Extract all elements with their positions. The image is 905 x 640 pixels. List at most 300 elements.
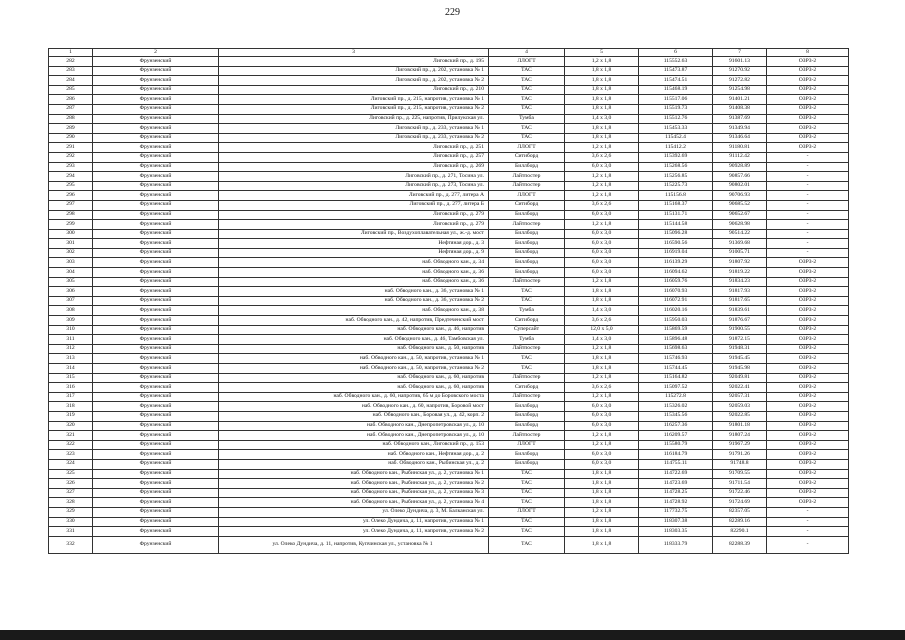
cell-row-number: 303 <box>49 258 93 268</box>
cell-district: Фрунзенский <box>93 220 219 230</box>
cell-coord-y: 90628.98 <box>713 220 767 230</box>
cell-row-number: 328 <box>49 498 93 508</box>
cell-coord-y: 91722.46 <box>713 488 767 498</box>
cell-address: ул. Олеко Дундича, д. 11, напротив, установка № 1 <box>219 517 489 527</box>
cell-structure-type: ТАС <box>489 354 565 364</box>
table-row <box>49 306 849 316</box>
cell-coord-y: 82288.39 <box>713 536 767 553</box>
cell-row-number: 320 <box>49 421 93 431</box>
cell-structure-type: Лайтпостер <box>489 431 565 441</box>
cell-structure-type: Биллборд <box>489 229 565 239</box>
cell-row-number: 331 <box>49 527 93 537</box>
cell-zone: ОЗРЗ-2 <box>767 354 849 364</box>
cell-coord-y: 91967.29 <box>713 440 767 450</box>
cell-address: наб. Обводного кан., д. 36 <box>219 277 489 287</box>
cell-coord-y: 82289.16 <box>713 517 767 527</box>
cell-dimensions: 1,8 х 1,8 <box>565 354 639 364</box>
cell-address: Лиговский пр., д. 225, напротив, Прилукская ул. <box>219 114 489 124</box>
cell-coord-x: 118307.38 <box>639 517 713 527</box>
cell-coord-x: 114728.25 <box>639 488 713 498</box>
cell-district: Фрунзенский <box>93 114 219 124</box>
cell-row-number: 286 <box>49 95 93 105</box>
cell-row-number: 310 <box>49 325 93 335</box>
cell-coord-x: 115256.85 <box>639 172 713 182</box>
cell-district: Фрунзенский <box>93 344 219 354</box>
cell-zone: - <box>767 220 849 230</box>
cell-structure-type: Биллборд <box>489 268 565 278</box>
cell-coord-y: 90706.93 <box>713 191 767 201</box>
cell-address: Лиговский пр., д. 195 <box>219 57 489 67</box>
cell-coord-y: 91254.98 <box>713 85 767 95</box>
cell-district: Фрунзенский <box>93 392 219 402</box>
cell-row-number: 283 <box>49 66 93 76</box>
cell-row-number: 295 <box>49 181 93 191</box>
cell-row-number: 326 <box>49 479 93 489</box>
cell-zone: - <box>767 229 849 239</box>
cell-row-number: 329 <box>49 507 93 517</box>
cell-coord-x: 115268.56 <box>639 162 713 172</box>
cell-dimensions: 6,0 х 3,0 <box>565 162 639 172</box>
cell-coord-y: 91945.98 <box>713 364 767 374</box>
cell-coord-y: 92022.41 <box>713 383 767 393</box>
cell-dimensions: 6,0 х 3,0 <box>565 459 639 469</box>
cell-dimensions: 1,8 х 1,8 <box>565 104 639 114</box>
cell-address: Нефтяная дор., д. 9 <box>219 248 489 258</box>
table-row <box>49 469 849 479</box>
cell-structure-type: Ситиборд <box>489 316 565 326</box>
cell-structure-type: ТАС <box>489 517 565 527</box>
cell-zone: ОЗРЗ-2 <box>767 440 849 450</box>
cell-structure-type: Ситиборд <box>489 200 565 210</box>
cell-address: Лиговский пр., д. 202, установка № 1 <box>219 66 489 76</box>
cell-zone: ОЗРЗ-2 <box>767 104 849 114</box>
table-row <box>49 479 849 489</box>
table-row <box>49 402 849 412</box>
cell-address: Лиговский пр., д. 279 <box>219 210 489 220</box>
cell-dimensions: 6,0 х 3,0 <box>565 210 639 220</box>
cell-coord-y: 91817.65 <box>713 296 767 306</box>
cell-dimensions: 1,8 х 1,8 <box>565 517 639 527</box>
cell-district: Фрунзенский <box>93 172 219 182</box>
cell-structure-type: ТАС <box>489 296 565 306</box>
cell-coord-y: 91801.18 <box>713 421 767 431</box>
cell-coord-x: 114728.92 <box>639 498 713 508</box>
cell-row-number: 332 <box>49 536 93 553</box>
cell-address: наб. Обводного кан., д. 60, напротив, Боровой мост <box>219 402 489 412</box>
page-number: 229 <box>445 7 460 18</box>
cell-dimensions: 1,4 х 3,0 <box>565 335 639 345</box>
cell-district: Фрунзенский <box>93 488 219 498</box>
cell-row-number: 287 <box>49 104 93 114</box>
table-row <box>49 507 849 517</box>
cell-address: наб. Обводного кан., Нефтяная дор., д. 2 <box>219 450 489 460</box>
cell-coord-x: 115272.8 <box>639 392 713 402</box>
cell-dimensions: 1,8 х 1,8 <box>565 479 639 489</box>
cell-district: Фрунзенский <box>93 162 219 172</box>
cell-zone: - <box>767 536 849 553</box>
cell-address: наб. Обводного кан., д. 50, напротив <box>219 344 489 354</box>
cell-coord-y: 91900.55 <box>713 325 767 335</box>
cell-structure-type: ТАС <box>489 488 565 498</box>
cell-address: наб. Обводного кан., д. 34 <box>219 258 489 268</box>
cell-zone: ОЗРЗ-2 <box>767 411 849 421</box>
cell-row-number: 317 <box>49 392 93 402</box>
cell-row-number: 321 <box>49 431 93 441</box>
cell-district: Фрунзенский <box>93 383 219 393</box>
cell-zone: - <box>767 200 849 210</box>
cell-coord-y: 92059.03 <box>713 402 767 412</box>
cell-address: наб. Обводного кан., д. 50, напротив, установка № 1 <box>219 354 489 364</box>
cell-row-number: 298 <box>49 210 93 220</box>
cell-zone: ОЗРЗ-2 <box>767 498 849 508</box>
cell-coord-x: 115097.52 <box>639 383 713 393</box>
cell-zone: ОЗРЗ-2 <box>767 114 849 124</box>
cell-row-number: 304 <box>49 268 93 278</box>
table-row <box>49 172 849 182</box>
table-row <box>49 76 849 86</box>
cell-zone: ОЗРЗ-2 <box>767 287 849 297</box>
cell-zone: - <box>767 248 849 258</box>
cell-coord-x: 115225.73 <box>639 181 713 191</box>
cell-district: Фрунзенский <box>93 517 219 527</box>
cell-district: Фрунзенский <box>93 421 219 431</box>
cell-district: Фрунзенский <box>93 268 219 278</box>
cell-district: Фрунзенский <box>93 95 219 105</box>
cell-row-number: 282 <box>49 57 93 67</box>
cell-coord-x: 118303.35 <box>639 527 713 537</box>
table-row <box>49 95 849 105</box>
cell-district: Фрунзенский <box>93 402 219 412</box>
cell-coord-y: 90652.67 <box>713 210 767 220</box>
cell-coord-x: 115746.93 <box>639 354 713 364</box>
cell-row-number: 307 <box>49 296 93 306</box>
table-row <box>49 421 849 431</box>
cell-dimensions: 1,8 х 1,8 <box>565 364 639 374</box>
cell-dimensions: 12,0 х 5,0 <box>565 325 639 335</box>
cell-dimensions: 6,0 х 3,0 <box>565 402 639 412</box>
cell-row-number: 306 <box>49 287 93 297</box>
cell-row-number: 289 <box>49 124 93 134</box>
cell-address: наб. Обводного кан., Боровая ул., д. 42, корп. 2 <box>219 411 489 421</box>
cell-address: наб. Обводного кан., д. 46, напротив <box>219 325 489 335</box>
cell-coord-x: 115144.58 <box>639 220 713 230</box>
cell-address: Лиговский пр., д. 273, Тосина ул. <box>219 181 489 191</box>
cell-zone: ОЗРЗ-2 <box>767 143 849 153</box>
cell-row-number: 314 <box>49 364 93 374</box>
cell-coord-x: 114755.11 <box>639 459 713 469</box>
cell-address: Лиговский пр., д. 215, напротив, установка № 1 <box>219 95 489 105</box>
cell-coord-x: 116020.16 <box>639 306 713 316</box>
cell-structure-type: Биллборд <box>489 162 565 172</box>
cell-zone: - <box>767 517 849 527</box>
cell-row-number: 290 <box>49 133 93 143</box>
cell-dimensions: 6,0 х 3,0 <box>565 258 639 268</box>
cell-structure-type: Биллборд <box>489 210 565 220</box>
cell-coord-y: 91005.71 <box>713 248 767 258</box>
cell-district: Фрунзенский <box>93 296 219 306</box>
cell-dimensions: 1,2 х 1,8 <box>565 191 639 201</box>
cell-dimensions: 1,2 х 1,8 <box>565 431 639 441</box>
cell-district: Фрунзенский <box>93 507 219 517</box>
cell-dimensions: 1,8 х 1,8 <box>565 469 639 479</box>
cell-structure-type: ТАС <box>489 364 565 374</box>
cell-zone: ОЗРЗ-2 <box>767 431 849 441</box>
cell-address: Лиговский пр., д. 251 <box>219 143 489 153</box>
cell-coord-x: 115519.73 <box>639 104 713 114</box>
cell-zone: ОЗРЗ-2 <box>767 335 849 345</box>
cell-coord-x: 116094.62 <box>639 268 713 278</box>
cell-row-number: 293 <box>49 162 93 172</box>
cell-row-number: 294 <box>49 172 93 182</box>
cell-row-number: 285 <box>49 85 93 95</box>
cell-coord-x: 116070.93 <box>639 287 713 297</box>
cell-address: наб. Обводного кан., Лиговский пр., д. 153 <box>219 440 489 450</box>
cell-zone: ОЗРЗ-2 <box>767 306 849 316</box>
cell-address: наб. Обводного кан., д. 60, напротив <box>219 383 489 393</box>
cell-zone: ОЗРЗ-2 <box>767 373 849 383</box>
cell-row-number: 301 <box>49 239 93 249</box>
cell-dimensions: 1,8 х 1,8 <box>565 527 639 537</box>
cell-structure-type: Лайтпостер <box>489 344 565 354</box>
cell-district: Фрунзенский <box>93 277 219 287</box>
cell-structure-type: Биллборд <box>489 402 565 412</box>
cell-zone: ОЗРЗ-2 <box>767 469 849 479</box>
cell-coord-x: 114723.69 <box>639 479 713 489</box>
cell-address: наб. Обводного кан., д. 42, напротив, Предтеченский мост <box>219 316 489 326</box>
cell-district: Фрунзенский <box>93 152 219 162</box>
table-header-row <box>49 49 849 57</box>
cell-row-number: 291 <box>49 143 93 153</box>
cell-row-number: 309 <box>49 316 93 326</box>
table-row <box>49 459 849 469</box>
column-header-5: 5 <box>565 49 639 57</box>
table-row <box>49 527 849 537</box>
cell-coord-y: 90514.22 <box>713 229 767 239</box>
cell-coord-y: 91791.26 <box>713 450 767 460</box>
table-row <box>49 316 849 326</box>
cell-dimensions: 1,8 х 1,8 <box>565 287 639 297</box>
cell-coord-y: 90802.01 <box>713 181 767 191</box>
cell-structure-type: Ситиборд <box>489 383 565 393</box>
cell-structure-type: ТАС <box>489 479 565 489</box>
cell-coord-x: 116139.29 <box>639 258 713 268</box>
cell-structure-type: Лайтпостер <box>489 220 565 230</box>
cell-row-number: 323 <box>49 450 93 460</box>
cell-dimensions: 1,2 х 1,8 <box>565 172 639 182</box>
cell-coord-x: 116072.91 <box>639 296 713 306</box>
cell-row-number: 325 <box>49 469 93 479</box>
cell-coord-x: 116590.56 <box>639 239 713 249</box>
cell-dimensions: 6,0 х 3,0 <box>565 268 639 278</box>
cell-coord-y: 91872.15 <box>713 335 767 345</box>
cell-district: Фрунзенский <box>93 104 219 114</box>
cell-zone: ОЗРЗ-2 <box>767 258 849 268</box>
table-row <box>49 268 849 278</box>
cell-zone: ОЗРЗ-2 <box>767 421 849 431</box>
table-row <box>49 411 849 421</box>
cell-dimensions: 1,2 х 1,8 <box>565 344 639 354</box>
cell-address: наб. Обводного кан., Рыбинская ул., д. 2, установка № 1 <box>219 469 489 479</box>
cell-row-number: 308 <box>49 306 93 316</box>
cell-coord-y: 91349.94 <box>713 124 767 134</box>
cell-dimensions: 1,4 х 3,0 <box>565 306 639 316</box>
cell-address: наб. Обводного кан., д. 60, напротив <box>219 373 489 383</box>
column-header-6: 6 <box>639 49 713 57</box>
cell-dimensions: 6,0 х 3,0 <box>565 411 639 421</box>
cell-row-number: 322 <box>49 440 93 450</box>
cell-zone: ОЗРЗ-2 <box>767 402 849 412</box>
cell-zone: ОЗРЗ-2 <box>767 364 849 374</box>
cell-district: Фрунзенский <box>93 124 219 134</box>
cell-structure-type: Лайтпостер <box>489 172 565 182</box>
cell-coord-y: 91724.69 <box>713 498 767 508</box>
cell-coord-y: 91387.69 <box>713 114 767 124</box>
cell-dimensions: 1,2 х 1,8 <box>565 373 639 383</box>
cell-structure-type: ТАС <box>489 287 565 297</box>
cell-address: наб. Обводного кан., д. 60, напротив, 65 м до Боровского моста <box>219 392 489 402</box>
cell-district: Фрунзенский <box>93 316 219 326</box>
cell-row-number: 288 <box>49 114 93 124</box>
cell-district: Фрунзенский <box>93 85 219 95</box>
cell-coord-y: 90857.66 <box>713 172 767 182</box>
cell-address: ул. Олеко Дундича, д. 3, М. Балканская ул. <box>219 507 489 517</box>
cell-address: Лиговский пр., д. 277, литера А <box>219 191 489 201</box>
cell-structure-type: ТАС <box>489 536 565 553</box>
cell-district: Фрунзенский <box>93 527 219 537</box>
cell-district: Фрунзенский <box>93 459 219 469</box>
cell-structure-type: ТАС <box>489 469 565 479</box>
table-row <box>49 200 849 210</box>
cell-structure-type: ТАС <box>489 498 565 508</box>
cell-dimensions: 6,0 х 3,0 <box>565 248 639 258</box>
cell-district: Фрунзенский <box>93 191 219 201</box>
cell-address: Лиговский пр., Воздухоплавательная ул., ж.-д. мост <box>219 229 489 239</box>
cell-address: наб. Обводного кан., д. 46, Тамбовская ул. <box>219 335 489 345</box>
cell-coord-y: 82290.1 <box>713 527 767 537</box>
cell-structure-type: Биллборд <box>489 258 565 268</box>
table-row <box>49 66 849 76</box>
cell-dimensions: 3,6 х 2,6 <box>565 383 639 393</box>
cell-dimensions: 1,8 х 1,8 <box>565 66 639 76</box>
cell-dimensions: 1,8 х 1,8 <box>565 296 639 306</box>
cell-address: Лиговский пр., д. 271, Тосина ул. <box>219 172 489 182</box>
cell-structure-type: ЛЛОГТ <box>489 191 565 201</box>
cell-coord-y: 91180.81 <box>713 143 767 153</box>
cell-coord-x: 118333.79 <box>639 536 713 553</box>
cell-row-number: 316 <box>49 383 93 393</box>
cell-zone: ОЗРЗ-2 <box>767 268 849 278</box>
cell-district: Фрунзенский <box>93 133 219 143</box>
cell-zone: - <box>767 210 849 220</box>
table-row <box>49 152 849 162</box>
cell-coord-y: 91834.23 <box>713 277 767 287</box>
cell-row-number: 330 <box>49 517 93 527</box>
table-row <box>49 162 849 172</box>
cell-address: Лиговский пр., д. 202, установка № 2 <box>219 76 489 86</box>
table-row <box>49 277 849 287</box>
table-row <box>49 517 849 527</box>
cell-district: Фрунзенский <box>93 450 219 460</box>
cell-coord-y: 91807.92 <box>713 258 767 268</box>
cell-address: наб. Обводного кан., Рыбинская ул., д. 2, установка № 2 <box>219 479 489 489</box>
cell-coord-y: 91346.64 <box>713 133 767 143</box>
cell-zone: ОЗРЗ-2 <box>767 450 849 460</box>
cell-coord-y: 91948.31 <box>713 344 767 354</box>
cell-address: наб. Обводного кан., д. 36, установка № 2 <box>219 296 489 306</box>
cell-district: Фрунзенский <box>93 66 219 76</box>
table-row <box>49 239 849 249</box>
cell-row-number: 297 <box>49 200 93 210</box>
cell-address: наб. Обводного кан., д. 36, установка № 1 <box>219 287 489 297</box>
scan-bottom-edge <box>0 630 905 640</box>
cell-coord-x: 115345.56 <box>639 411 713 421</box>
cell-coord-x: 115552.63 <box>639 57 713 67</box>
cell-district: Фрунзенский <box>93 57 219 67</box>
cell-coord-x: 115392.69 <box>639 152 713 162</box>
cell-district: Фрунзенский <box>93 143 219 153</box>
cell-dimensions: 3,6 х 2,6 <box>565 152 639 162</box>
cell-address: ул. Олеко Дундича, д. 11, напротив, Купчинская ул., установка № 1 <box>219 536 489 553</box>
cell-district: Фрунзенский <box>93 210 219 220</box>
cell-zone: - <box>767 152 849 162</box>
table-row <box>49 536 849 553</box>
cell-coord-y: 91270.92 <box>713 66 767 76</box>
cell-coord-y: 90928.89 <box>713 162 767 172</box>
cell-structure-type: Лайтпостер <box>489 373 565 383</box>
cell-address: Лиговский пр., д. 257 <box>219 152 489 162</box>
cell-structure-type: Биллборд <box>489 450 565 460</box>
cell-coord-y: 91272.82 <box>713 76 767 86</box>
cell-coord-x: 116209.57 <box>639 431 713 441</box>
cell-structure-type: Биллборд <box>489 411 565 421</box>
cell-district: Фрунзенский <box>93 287 219 297</box>
cell-zone: ОЗРЗ-2 <box>767 459 849 469</box>
cell-structure-type: Ситиборд <box>489 152 565 162</box>
cell-address: наб. Обводного кан., д. 38 <box>219 306 489 316</box>
cell-dimensions: 1,8 х 1,8 <box>565 76 639 86</box>
cell-coord-x: 115517.06 <box>639 95 713 105</box>
cell-coord-y: 91601.13 <box>713 57 767 67</box>
table-row <box>49 325 849 335</box>
cell-zone: ОЗРЗ-2 <box>767 479 849 489</box>
cell-coord-y: 91369.68 <box>713 239 767 249</box>
cell-district: Фрунзенский <box>93 431 219 441</box>
cell-zone: - <box>767 239 849 249</box>
cell-zone: - <box>767 527 849 537</box>
cell-dimensions: 1,2 х 1,8 <box>565 181 639 191</box>
cell-address: наб. Обводного кан., Рыбинская ул., д. 2, установка № 4 <box>219 498 489 508</box>
cell-coord-x: 116919.04 <box>639 248 713 258</box>
cell-row-number: 302 <box>49 248 93 258</box>
cell-row-number: 319 <box>49 411 93 421</box>
cell-row-number: 324 <box>49 459 93 469</box>
cell-structure-type: Суперсайт <box>489 325 565 335</box>
table-row <box>49 124 849 134</box>
cell-row-number: 292 <box>49 152 93 162</box>
cell-district: Фрунзенский <box>93 306 219 316</box>
cell-district: Фрунзенский <box>93 364 219 374</box>
cell-address: Лиговский пр., д. 210 <box>219 85 489 95</box>
cell-coord-x: 116257.36 <box>639 421 713 431</box>
cell-coord-y: 91945.45 <box>713 354 767 364</box>
cell-coord-y: 91401.21 <box>713 95 767 105</box>
cell-coord-y: 91876.67 <box>713 316 767 326</box>
column-header-4: 4 <box>489 49 565 57</box>
cell-row-number: 327 <box>49 488 93 498</box>
cell-coord-x: 115412.2 <box>639 143 713 153</box>
table-row <box>49 57 849 67</box>
table-row <box>49 104 849 114</box>
